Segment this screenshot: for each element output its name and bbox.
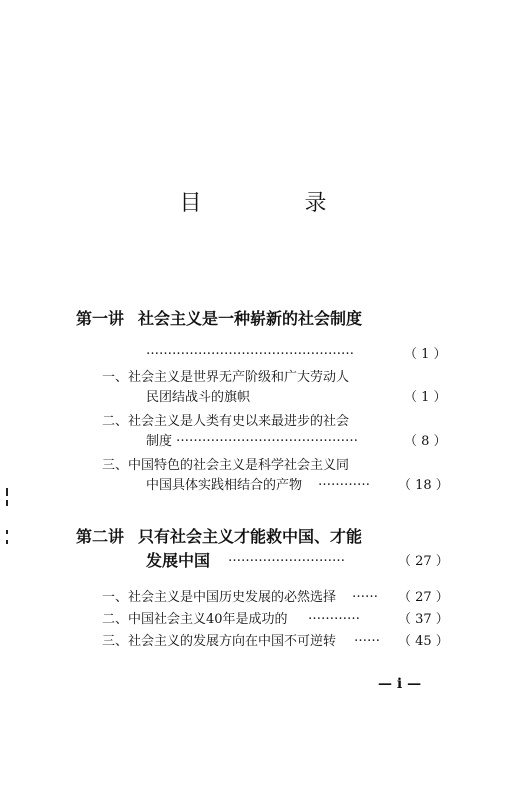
ch1-sec1-page: （ 1 ） [404, 390, 447, 405]
chapter-2-leader: ……………………… [228, 550, 345, 565]
ch2-sec2-leader: ………… [308, 608, 360, 623]
ch2-sec1-page: （ 27 ） [398, 590, 449, 605]
chapter-2-label: 第二讲 [76, 527, 125, 546]
ch1-sec1-line1: 一、社会主义是世界无产阶级和广大劳动人 [102, 370, 350, 385]
ch1-sec2-line1: 二、社会主义是人类有史以来最进步的社会 [102, 414, 350, 429]
ch1-sec3-page: （ 18 ） [398, 478, 449, 493]
ch2-sec3-line1: 三、社会主义的发展方向在中国不可逆转 [102, 634, 337, 649]
ch2-sec1-line1: 一、社会主义是中国历史发展的必然选择 [102, 590, 337, 605]
ch1-sec2-leader: …………………………………… [176, 430, 358, 445]
ch1-sec3-line2: 中国具体实践相结合的产物 [146, 478, 303, 493]
chapter-2-title-line2: 发展中国 [146, 551, 211, 570]
page-number: — i — [378, 676, 422, 692]
chapter-1-title: 社会主义是一种崭新的社会制度 [138, 309, 363, 328]
ch1-sec2-page: （ 8 ） [404, 434, 447, 449]
chapter-1-leader: ………………………………………… [146, 343, 354, 358]
chapter-2-title-line1: 只有社会主义才能救中国、才能 [138, 527, 363, 546]
ch2-sec3-leader: …… [354, 630, 380, 645]
scan-mark [6, 530, 8, 534]
ch1-sec1-line2: 民团结战斗的旗帜 [146, 390, 251, 405]
ch2-sec1-leader: …… [352, 586, 378, 601]
ch1-sec2-line2: 制度 [146, 434, 173, 449]
page-title: 目 录 [179, 191, 375, 216]
chapter-1-label: 第一讲 [76, 309, 125, 328]
scan-mark [6, 540, 8, 544]
ch1-sec3-line1: 三、中国特色的社会主义是科学社会主义同 [102, 458, 350, 473]
chapter-1-page: （ 1 ） [404, 347, 447, 362]
scan-mark [6, 488, 8, 496]
ch1-sec3-leader: ………… [318, 474, 370, 489]
chapter-2-page: （ 27 ） [398, 554, 449, 569]
scan-mark [6, 500, 8, 506]
ch2-sec3-page: （ 45 ） [398, 634, 449, 649]
ch2-sec2-line1: 二、中国社会主义40年是成功的 [102, 612, 288, 627]
ch2-sec2-page: （ 37 ） [398, 612, 449, 627]
